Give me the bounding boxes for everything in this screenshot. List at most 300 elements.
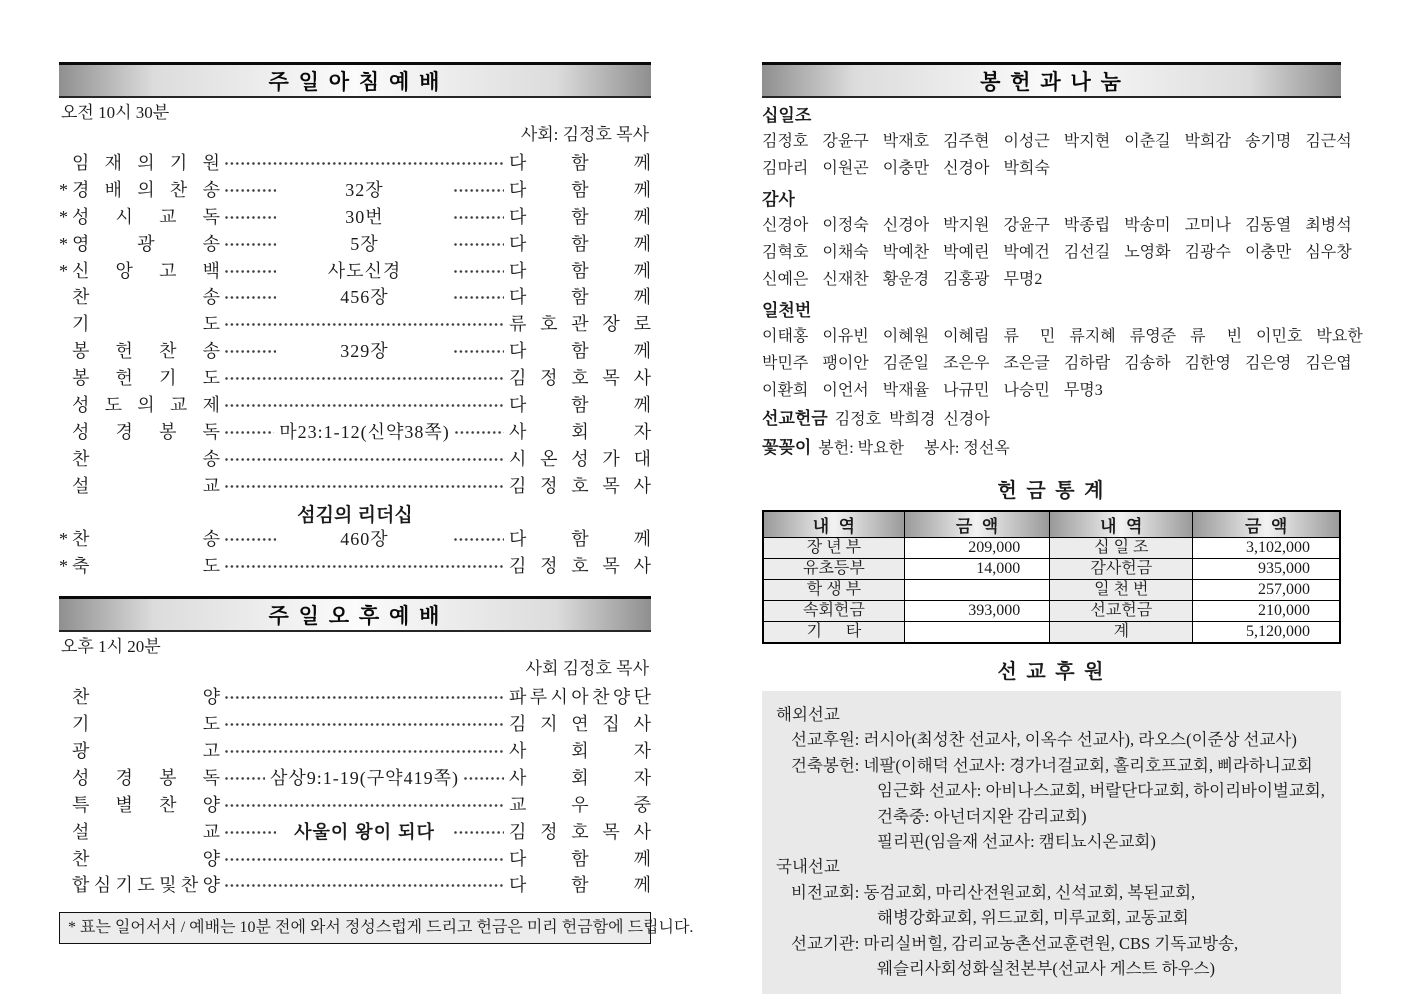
offering-names-line: 김혁호 이채숙 박예찬 박예린 박예건 김선길 노영화 김광수 이충만 심우창 <box>762 244 1352 261</box>
mission-support-box <box>762 691 1341 994</box>
row-label <box>72 765 220 792</box>
offering-category: 선교헌금 <box>762 409 828 428</box>
char: 시 <box>509 448 527 469</box>
char: 의 <box>137 179 155 200</box>
char: 사 <box>633 821 651 842</box>
char: 사 <box>633 368 651 389</box>
char: 장 <box>602 314 620 335</box>
char: 봉 <box>72 341 90 362</box>
char: 교 <box>509 794 527 815</box>
char: 함 <box>571 287 589 308</box>
char: 다 <box>509 206 527 227</box>
char: 다 <box>509 848 527 869</box>
char: 함 <box>571 233 589 254</box>
offering-category: 감사 <box>762 190 795 209</box>
afternoon-worship-presider: 사회 김정호 목사 <box>525 659 649 679</box>
row-label <box>72 738 220 765</box>
dot-leader <box>225 884 504 887</box>
char: 찬 <box>180 875 199 896</box>
char: 함 <box>571 875 589 896</box>
dot-leader <box>225 485 504 488</box>
stats-row <box>763 622 1340 644</box>
stats-label-cell: 감사헌금 <box>1050 559 1193 580</box>
dot-leader <box>225 404 504 407</box>
char: 찬 <box>72 529 90 550</box>
worship-row <box>59 365 651 392</box>
char: 도 <box>202 714 220 735</box>
stats-header-row <box>763 511 1340 538</box>
row-right <box>509 553 651 580</box>
morning-worship-header: 주 일 아 침 예 배 <box>59 62 651 98</box>
row-label <box>72 553 220 580</box>
row-center-value: 460장 <box>340 529 389 550</box>
row-label <box>72 711 220 738</box>
char: 찬 <box>592 687 610 708</box>
dot-leader <box>454 216 505 219</box>
char: 함 <box>571 341 589 362</box>
row-right <box>509 765 651 792</box>
char: 함 <box>571 395 589 416</box>
row-label <box>72 846 220 873</box>
char: 송 <box>202 529 220 550</box>
worship-row <box>59 872 651 899</box>
char: 교 <box>169 395 188 416</box>
char: 설 <box>72 821 90 842</box>
char: 온 <box>540 448 558 469</box>
char: 광 <box>137 233 155 254</box>
row-right <box>509 311 651 338</box>
dot-leader <box>225 162 504 165</box>
char: 성 <box>72 421 90 442</box>
char: 합 <box>72 875 90 896</box>
row-right <box>509 711 651 738</box>
dot-leader <box>454 189 505 192</box>
offering-name-groups <box>762 103 1363 404</box>
char: 께 <box>633 848 651 869</box>
dot-leader <box>225 750 504 753</box>
char: 성 <box>571 448 589 469</box>
dot-leader <box>225 243 276 246</box>
stats-amount-cell: 209,000 <box>904 538 1049 559</box>
char: 찬 <box>159 341 177 362</box>
char: 사 <box>509 767 527 788</box>
row-label <box>72 872 220 899</box>
morning-worship-section <box>59 62 651 580</box>
offering-names-line: 이태홍 이유빈 이혜원 이혜림 류 민 류지혜 류영준 류 빈 이민호 박요한 <box>762 328 1363 345</box>
offering-names: 김정호 박희경 신경아 <box>834 411 990 428</box>
offering-inline-items <box>762 404 1341 462</box>
char: 께 <box>633 529 651 550</box>
dot-leader <box>454 350 505 353</box>
char: 별 <box>115 794 133 815</box>
char: 재 <box>104 153 123 173</box>
char: 목 <box>602 368 620 389</box>
char: 함 <box>571 848 589 869</box>
stats-amount-cell: 3,102,000 <box>1193 538 1340 559</box>
char: 독 <box>202 421 220 442</box>
row-label <box>72 231 220 258</box>
char: 특 <box>72 794 90 815</box>
char: 교 <box>202 475 220 496</box>
char: 심 <box>93 875 112 896</box>
worship-row <box>59 792 651 819</box>
row-right <box>509 231 651 258</box>
char: 도 <box>202 314 220 335</box>
stats-row <box>763 580 1340 601</box>
dot-leader <box>225 296 276 299</box>
afternoon-worship-section <box>59 596 651 899</box>
char: 송 <box>202 341 220 362</box>
char: 성 <box>72 767 90 788</box>
dot-leader <box>225 270 276 273</box>
char: 의 <box>137 153 155 173</box>
char: 다 <box>509 153 527 173</box>
dot-leader <box>225 696 504 699</box>
row-center-value: 사도신경 <box>327 260 402 281</box>
worship-row <box>59 473 651 500</box>
char: 회 <box>571 767 589 788</box>
afternoon-worship-time: 오후 1시 20분 <box>61 637 161 657</box>
offering-category: 일천번 <box>762 301 812 320</box>
char: 찬 <box>72 448 90 469</box>
char: 께 <box>633 287 651 308</box>
char: 기 <box>72 714 90 735</box>
char: 목 <box>602 821 620 842</box>
worship-note: * 표는 일어서서 / 예배는 10분 전에 와서 정성스럽게 드리고 헌금은 미리 헌금함에 드립니다. <box>59 912 651 944</box>
dot-leader <box>225 458 504 461</box>
char: 함 <box>571 206 589 227</box>
char: 의 <box>137 395 155 416</box>
morning-worship-order <box>59 150 651 580</box>
char: 도 <box>202 368 220 389</box>
char: 경 <box>115 421 133 442</box>
worship-row <box>59 204 651 231</box>
row-right <box>509 473 651 500</box>
mission-line: 해외선교 <box>776 705 840 724</box>
char: 사 <box>633 714 651 735</box>
char: 시 <box>115 206 133 227</box>
char: 임 <box>72 153 90 173</box>
offering-names: 봉헌: 박요한 봉사: 정선옥 <box>818 440 1010 457</box>
char: 중 <box>633 794 651 815</box>
char: 찬 <box>72 687 90 708</box>
char: 성 <box>72 206 90 227</box>
afternoon-worship-order <box>59 684 651 899</box>
char: 고 <box>202 741 220 762</box>
char: 찬 <box>169 179 188 200</box>
worship-row <box>59 338 651 365</box>
char: 함 <box>571 153 589 173</box>
char: 앙 <box>115 260 133 281</box>
char: 양 <box>202 875 220 896</box>
bulletin-left-page <box>59 62 694 944</box>
char: 지 <box>540 714 558 735</box>
row-label <box>72 473 220 500</box>
dot-leader <box>225 216 276 219</box>
stats-row <box>763 559 1340 580</box>
worship-row <box>59 446 651 473</box>
char: 사 <box>633 475 651 496</box>
char: 다 <box>509 179 527 200</box>
char: 관 <box>571 314 589 335</box>
char: 제 <box>202 395 220 416</box>
char: 호 <box>571 368 589 389</box>
row-label <box>72 150 220 177</box>
char: 다 <box>509 395 527 416</box>
char: 및 <box>159 875 177 896</box>
char: 찬 <box>159 794 177 815</box>
char: 연 <box>571 714 589 735</box>
mission-line: 건축중: 아넌더지완 감리교회) <box>877 806 1087 826</box>
row-label <box>72 284 220 311</box>
stats-header-cell: 금 액 <box>904 511 1049 538</box>
star-mark: * <box>59 179 68 200</box>
mission-line: 건축봉헌: 네팔(이해덕 선교사: 경가너걸교회, 홀리호프교회, 삐라하니교회 <box>791 755 1313 775</box>
char: 설 <box>72 475 90 496</box>
worship-row <box>59 419 651 446</box>
row-label <box>72 526 220 553</box>
offering-stats <box>762 510 1341 644</box>
char: 송 <box>202 179 220 200</box>
char: 찬 <box>72 848 90 869</box>
stats-label-cell: 선교헌금 <box>1050 601 1193 622</box>
star-mark: * <box>59 529 68 550</box>
offering-stats-table <box>762 510 1341 644</box>
stats-label-cell: 십 일 조 <box>1050 538 1193 559</box>
char: 께 <box>633 179 651 200</box>
dot-leader <box>464 777 504 780</box>
char: 가 <box>602 448 620 469</box>
dot-leader <box>225 350 276 353</box>
char: 신 <box>72 260 90 281</box>
offering-stats-title: 헌 금 통 계 <box>997 480 1106 502</box>
char: 다 <box>509 287 527 308</box>
row-label <box>72 446 220 473</box>
char: 께 <box>633 875 651 896</box>
row-label <box>72 311 220 338</box>
dot-leader <box>454 243 505 246</box>
row-label <box>72 204 220 231</box>
char: 대 <box>633 448 651 469</box>
char: 헌 <box>115 368 133 389</box>
char: 교 <box>159 206 177 227</box>
mission-line: 비전교회: 동검교회, 마리산전원교회, 신석교회, 복된교회, <box>791 882 1196 902</box>
char: 도 <box>104 395 123 416</box>
char: 김 <box>509 821 527 842</box>
char: 호 <box>571 475 589 496</box>
offering-names-line: 박민주 팽이안 김준일 조은우 조은글 김하람 김송하 김한영 김은영 김은엽 <box>762 355 1352 372</box>
row-right <box>509 419 651 446</box>
offering-inline-line <box>762 404 1341 433</box>
stats-amount-cell: 257,000 <box>1193 580 1340 601</box>
char: 자 <box>633 741 651 762</box>
row-right <box>509 204 651 231</box>
stats-amount-cell <box>904 622 1049 644</box>
char: 배 <box>104 179 123 200</box>
dot-leader <box>455 431 504 434</box>
char: 경 <box>72 179 90 200</box>
offering-category: 십일조 <box>762 106 812 125</box>
char: 영 <box>72 233 90 254</box>
stats-amount-cell: 210,000 <box>1193 601 1340 622</box>
char: 단 <box>633 687 651 708</box>
char: 사 <box>509 421 527 442</box>
stats-label-cell: 기 타 <box>763 622 904 644</box>
char: 김 <box>509 368 527 389</box>
char: 파 <box>509 687 527 708</box>
char: 기 <box>159 368 177 389</box>
bulletin-right-page <box>762 62 1363 994</box>
row-label <box>72 365 220 392</box>
char: 헌 <box>115 341 133 362</box>
char: 다 <box>509 875 527 896</box>
row-label <box>72 684 220 711</box>
row-right <box>509 258 651 285</box>
morning-worship-time: 오전 10시 30분 <box>61 103 170 122</box>
worship-row <box>59 765 651 792</box>
worship-row <box>59 684 651 711</box>
row-right <box>509 392 651 419</box>
mission-line: 선교후원: 러시아(최성찬 선교사, 이옥수 선교사), 라오스(이준상 선교사) <box>791 730 1297 750</box>
char: 회 <box>571 741 589 762</box>
row-center-value: 삼상9:1-19(구약419쪽) <box>270 767 459 788</box>
offering-names-line: 신예은 신재찬 황운경 김홍광 무명2 <box>762 271 1043 288</box>
row-center-value: 32장 <box>345 179 384 200</box>
row-right <box>509 284 651 311</box>
row-center-value: 329장 <box>340 341 389 362</box>
row-label <box>72 419 220 446</box>
offering-names-line: 김정호 강윤구 박재호 김주현 이성근 박지현 이춘길 박희감 송기명 김근석 <box>762 133 1352 150</box>
char: 원 <box>202 153 220 173</box>
char: 사 <box>509 741 527 762</box>
char: 양 <box>202 794 220 815</box>
row-label <box>72 258 220 285</box>
char: 목 <box>602 475 620 496</box>
worship-row <box>59 738 651 765</box>
worship-row <box>59 819 651 846</box>
stats-amount-cell: 14,000 <box>904 559 1049 580</box>
row-center-value: 사울이 왕이 되다 <box>294 821 435 842</box>
worship-row <box>59 150 651 177</box>
row-center-value: 마23:1-12(신약38쪽) <box>279 421 450 442</box>
dot-leader <box>225 189 276 192</box>
dot-leader <box>225 377 504 380</box>
char: 도 <box>202 556 220 577</box>
char: 독 <box>202 206 220 227</box>
char: 정 <box>540 821 558 842</box>
mission-line: 국내선교 <box>776 857 840 877</box>
row-right <box>509 872 651 899</box>
char: 양 <box>202 687 220 708</box>
offering-inline-line <box>762 433 1341 462</box>
mission-support-title: 선 교 후 원 <box>997 661 1106 683</box>
worship-row <box>59 392 651 419</box>
char: 양 <box>202 848 220 869</box>
char: 송 <box>202 287 220 308</box>
char: 양 <box>612 687 631 708</box>
dot-leader <box>454 538 505 541</box>
row-right <box>509 365 651 392</box>
stats-label-cell: 일 천 번 <box>1050 580 1193 601</box>
char: 함 <box>571 179 589 200</box>
char: 께 <box>633 233 651 254</box>
char: 께 <box>633 153 651 173</box>
row-center-value: 30번 <box>345 206 384 227</box>
char: 김 <box>509 556 527 577</box>
dot-leader <box>225 323 504 326</box>
stats-label-cell: 계 <box>1050 622 1193 644</box>
mission-line: 웨슬리사회성화실천본부(선교사 게스트 하우스) <box>877 959 1216 979</box>
char: 아 <box>571 687 589 708</box>
stats-label-cell: 장 년 부 <box>763 538 904 559</box>
char: 자 <box>633 421 651 442</box>
char: 경 <box>115 767 133 788</box>
char: 송 <box>202 448 220 469</box>
char: 봉 <box>159 421 177 442</box>
char: 우 <box>571 794 589 815</box>
char: 교 <box>202 821 220 842</box>
dot-leader <box>225 431 274 434</box>
row-center-value: 5장 <box>350 233 379 254</box>
row-label <box>72 792 220 819</box>
char: 광 <box>72 741 90 762</box>
char: 김 <box>509 714 527 735</box>
stats-header-cell: 내 역 <box>763 511 904 538</box>
char: 도 <box>137 875 155 896</box>
mission-line: 필리핀(임을재 선교사: 캠티뇨시온교회) <box>877 832 1156 852</box>
worship-row <box>59 284 651 311</box>
char: 함 <box>571 260 589 281</box>
dot-leader <box>225 538 276 541</box>
dot-leader <box>225 831 276 834</box>
mission-line: 해병강화교회, 위드교회, 미루교회, 교동교회 <box>877 908 1189 928</box>
offering-names-line: 신경아 이정숙 신경아 박지원 강윤구 박종립 박송미 고미나 김동열 최병석 <box>762 217 1352 234</box>
star-mark: * <box>59 260 68 281</box>
dot-leader <box>225 804 504 807</box>
char: 고 <box>159 260 177 281</box>
dot-leader <box>454 296 505 299</box>
char: 함 <box>571 529 589 550</box>
afternoon-worship-header: 주 일 오 후 예 배 <box>59 596 651 632</box>
stats-table-head <box>763 511 1340 538</box>
char: 축 <box>72 556 90 577</box>
mission-line: 임근화 선교사: 아비나스교회, 버랄단다교회, 하이리바이벌교회, <box>877 781 1325 801</box>
worship-subtitle: 섬김의 리더십 <box>297 504 413 526</box>
offering-category: 꽃꽂이 <box>762 438 812 457</box>
worship-row <box>59 231 651 258</box>
dot-leader <box>225 565 504 568</box>
char: 자 <box>633 767 651 788</box>
worship-row <box>59 711 651 738</box>
char: 집 <box>602 714 620 735</box>
dot-leader <box>225 723 504 726</box>
char: 시 <box>550 687 568 708</box>
char: 사 <box>633 556 651 577</box>
char: 께 <box>633 395 651 416</box>
stats-header-cell: 금 액 <box>1193 511 1340 538</box>
worship-row <box>59 258 651 285</box>
offering-header: 봉 헌 과 나 눔 <box>762 62 1341 98</box>
char: 김 <box>509 475 527 496</box>
stats-label-cell: 학 생 부 <box>763 580 904 601</box>
stats-amount-cell <box>904 580 1049 601</box>
worship-row <box>59 177 651 204</box>
row-right <box>509 792 651 819</box>
char: 께 <box>633 206 651 227</box>
char: 다 <box>509 529 527 550</box>
row-right <box>509 177 651 204</box>
dot-leader <box>454 270 505 273</box>
